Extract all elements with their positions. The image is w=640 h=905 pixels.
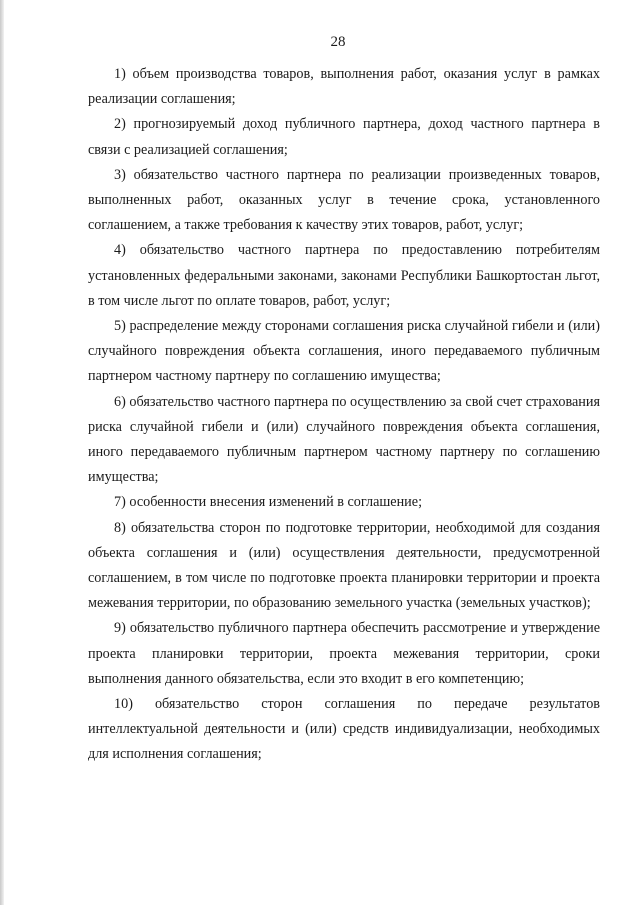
- page-number: 28: [330, 34, 346, 50]
- paragraph-item-2: 2) прогнозируемый доход публичного партнера, доход частного партнера в связи с реализацией соглашения;: [88, 116, 600, 158]
- paragraph-item-5: 5) распределение между сторонами соглашения риска случайной гибели и (или) случайного повреждения объекта соглашения, иного передаваемого публичным партнером частному партнеру по соглашению имущества;: [88, 318, 600, 385]
- paragraph-item-6: 6) обязательство частного партнера по осуществлению за свой счет страхования риска случайной гибели и (или) случайного повреждения объекта соглашения, иного передаваемого публичным партнером частному партнеру по соглашению имущества;: [88, 393, 600, 486]
- scan-edge: [0, 0, 4, 905]
- paragraph-item-8: 8) обязательства сторон по подготовке территории, необходимой для создания объекта соглашения и (или) осуществления деятельности, предусмотренной соглашением, в том числе по подготовке проекта планировки территории и проекта межевания территории, по образованию земельного участка (земельных участков);: [88, 519, 600, 612]
- paragraph-item-3: 3) обязательство частного партнера по реализации произведенных товаров, выполненных работ, оказанных услуг в течение срока, установленного соглашением, а также требования к качеству этих товаров, работ, услуг;: [88, 166, 600, 234]
- document-body: [88, 62, 600, 768]
- paragraph-item-1: 1) объем производства товаров, выполнения работ, оказания услуг в рамках реализации соглашения;: [88, 66, 600, 108]
- paragraph-item-4: 4) обязательство частного партнера по предоставлению потребителям установленных федеральными законами, законами Республики Башкортостан льгот, в том числе льгот по оплате товаров, работ, услуг;: [88, 242, 600, 309]
- paragraph-item-9: 9) обязательство публичного партнера обеспечить рассмотрение и утверждение проекта планировки территории, проекта межевания территории, сроки выполнения данного обязательства, если это входит в его компетенцию;: [88, 620, 600, 687]
- paragraph-item-10: 10) обязательство сторон соглашения по передаче результатов интеллектуальной деятельности и (или) средств индивидуализации, необходимых для исполнения соглашения;: [88, 696, 600, 763]
- paragraph-item-7: 7) особенности внесения изменений в соглашение;: [114, 494, 423, 511]
